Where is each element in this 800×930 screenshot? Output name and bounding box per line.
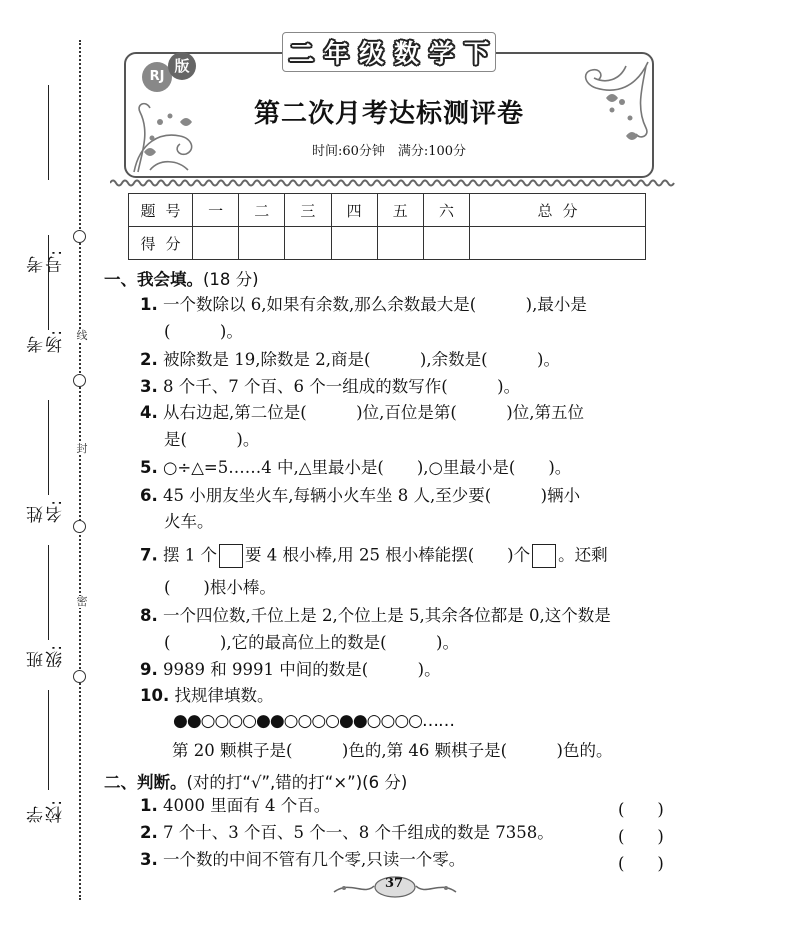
page-number: 37 xyxy=(384,876,404,891)
question-7-cont: ( )根小棒。 xyxy=(164,578,276,597)
answer-blank[interactable]: ( ) xyxy=(618,827,664,846)
question-number: 10. xyxy=(140,686,170,705)
question-7 xyxy=(140,544,608,568)
question-text: 4000 里面有 4 个百。 xyxy=(157,796,331,815)
section-points: (对的打“√”,错的打“×”)(6 分) xyxy=(186,773,408,792)
grade-char: 二 xyxy=(288,39,314,68)
edition-badge: RJ xyxy=(142,62,172,92)
school-label: 学校: xyxy=(27,800,66,823)
score-cell[interactable] xyxy=(470,227,646,260)
question-8 xyxy=(140,606,611,626)
answer-blank[interactable]: ( ) xyxy=(618,854,664,873)
question-2 xyxy=(140,350,560,370)
page-title: 第二次月考达标测评卷 xyxy=(253,99,524,129)
question-number: 4. xyxy=(140,403,158,422)
table-row xyxy=(129,194,646,227)
grade-char: 下 xyxy=(464,39,490,68)
score-table xyxy=(128,193,646,260)
grade-char: 学 xyxy=(429,39,455,68)
edition-suffix-badge: 版 xyxy=(168,52,196,80)
ring-hole xyxy=(73,670,86,683)
class-line xyxy=(48,545,49,640)
school-line xyxy=(48,690,49,790)
question-number: 9. xyxy=(140,660,158,679)
question-text: 8 个千、7 个百、6 个一组成的数写作( )。 xyxy=(157,377,521,396)
judge-question-1 xyxy=(140,796,330,816)
question-text: 被除数是 19,除数是 2,商是( ),余数是( )。 xyxy=(157,350,560,369)
table-row xyxy=(129,227,646,260)
column-header: 一 xyxy=(193,194,239,227)
section-title: 一、我会填。 xyxy=(104,270,203,289)
seal-char-mi: 密 xyxy=(76,595,88,608)
class-label: 班级: xyxy=(27,645,66,668)
square-shape-icon xyxy=(219,544,243,568)
cut-line xyxy=(79,40,81,900)
question-text: 9989 和 9991 中间的数是( )。 xyxy=(157,660,441,679)
question-number-header: 题号 xyxy=(129,194,193,227)
column-header: 五 xyxy=(377,194,423,227)
name-line xyxy=(48,400,49,495)
question-text: 一个四位数,千位上是 2,个位上是 5,其余各位都是 0,这个数是 xyxy=(157,606,611,625)
section-points: (18 分) xyxy=(203,270,259,289)
question-text: 45 小朋友坐火车,每辆小火车坐 8 人,至少要( )辆小 xyxy=(157,486,581,505)
exam-number-line xyxy=(48,85,49,180)
ring-hole xyxy=(73,374,86,387)
name-label: 姓名: xyxy=(27,500,66,523)
question-text: 。还剩 xyxy=(558,545,608,565)
score-cell[interactable] xyxy=(193,227,239,260)
section-heading xyxy=(104,266,259,290)
question-number: 2. xyxy=(140,823,158,842)
wave-divider xyxy=(110,178,675,188)
exam-number-label: 考号: xyxy=(27,250,66,273)
section-heading xyxy=(104,769,407,793)
question-6-cont: 火车。 xyxy=(164,512,214,531)
score-cell[interactable] xyxy=(239,227,285,260)
question-text: 一个数除以 6,如果有余数,那么余数最大是( ),最小是 xyxy=(157,295,587,314)
time-score-info: 时间:60分钟 满分:100分 xyxy=(311,144,467,159)
judge-question-2 xyxy=(140,823,554,843)
judge-question-3 xyxy=(140,850,465,870)
binding-strip xyxy=(0,0,100,930)
question-text: 找规律填数。 xyxy=(169,686,274,705)
column-header: 二 xyxy=(239,194,285,227)
question-number: 6. xyxy=(140,486,158,505)
question-text: 一个数的中间不管有几个零,只读一个零。 xyxy=(157,850,466,869)
seal-char-xian: 线 xyxy=(76,329,88,342)
score-row-header: 得分 xyxy=(129,227,193,260)
score-cell[interactable] xyxy=(285,227,331,260)
exam-room-label: 考场: xyxy=(27,330,66,353)
question-6 xyxy=(140,486,580,506)
score-cell[interactable] xyxy=(377,227,423,260)
question-5 xyxy=(140,458,571,478)
score-cell[interactable] xyxy=(423,227,469,260)
question-1 xyxy=(140,295,587,315)
square-shape-icon xyxy=(532,544,556,568)
question-text: 要 4 根小棒,用 25 根小棒能摆( )个 xyxy=(244,545,531,565)
question-text: ○÷△=5……4 中,△里最小是( ),○里最小是( )。 xyxy=(157,458,572,477)
question-number: 1. xyxy=(140,295,158,314)
question-number: 5. xyxy=(140,458,158,477)
score-cell[interactable] xyxy=(331,227,377,260)
question-number: 7. xyxy=(140,545,158,565)
question-4-cont: 是( )。 xyxy=(164,430,260,449)
question-number: 8. xyxy=(140,606,158,625)
question-number: 3. xyxy=(140,850,158,869)
ring-hole xyxy=(73,230,86,243)
question-10 xyxy=(140,686,273,706)
question-number: 2. xyxy=(140,350,158,369)
question-3 xyxy=(140,377,520,397)
ring-hole xyxy=(73,520,86,533)
exam-room-line xyxy=(48,235,49,330)
section-title: 二、判断。 xyxy=(104,773,187,792)
column-header: 四 xyxy=(331,194,377,227)
question-text: 7 个十、3 个百、5 个一、8 个千组成的数是 7358。 xyxy=(157,823,554,842)
question-10-cont: 第 20 颗棋子是( )色的,第 46 颗棋子是( )色的。 xyxy=(172,741,613,760)
question-9 xyxy=(140,660,441,680)
question-text: 摆 1 个 xyxy=(157,545,217,565)
question-number: 1. xyxy=(140,796,158,815)
column-header: 六 xyxy=(423,194,469,227)
grade-subject-banner xyxy=(282,32,496,72)
bead-pattern: ●●○○○○●●○○○○●●○○○○…… xyxy=(173,711,455,731)
grade-char: 年 xyxy=(323,39,349,68)
question-4 xyxy=(140,403,584,423)
grade-char: 级 xyxy=(358,39,384,68)
question-8-cont: ( ),它的最高位上的数是( )。 xyxy=(164,633,459,652)
question-1-cont: ( )。 xyxy=(164,322,243,341)
seal-char-feng: 封 xyxy=(76,442,88,455)
column-header: 三 xyxy=(285,194,331,227)
question-text: 从右边起,第二位是( )位,百位是第( )位,第五位 xyxy=(157,403,584,422)
answer-blank[interactable]: ( ) xyxy=(618,800,664,819)
column-header: 总分 xyxy=(470,194,646,227)
grade-char: 数 xyxy=(394,39,420,68)
question-number: 3. xyxy=(140,377,158,396)
